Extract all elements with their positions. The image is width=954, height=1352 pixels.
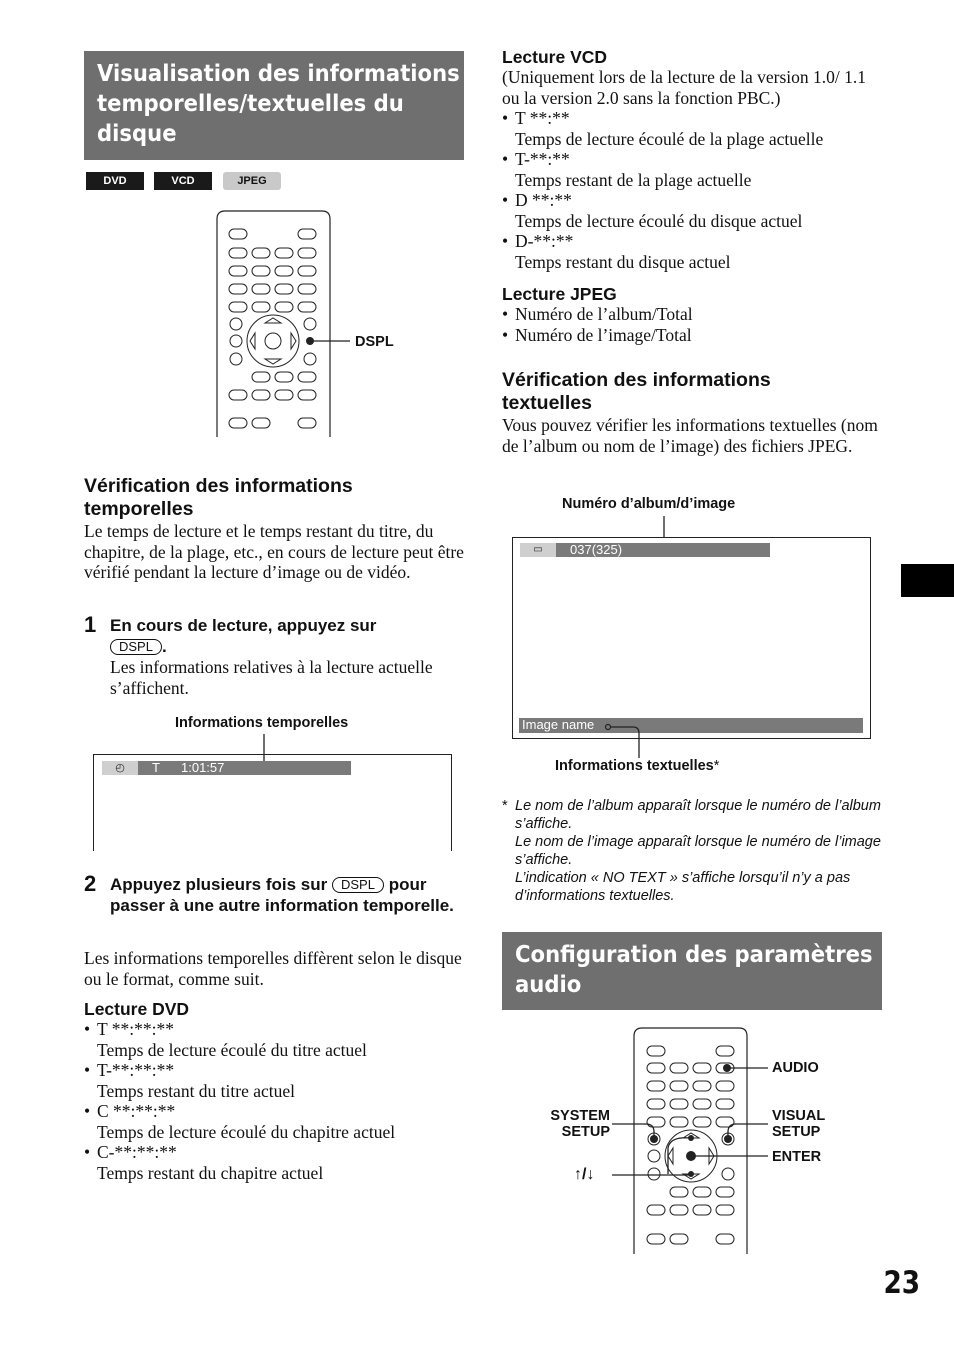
- label-line: SYSTEM: [550, 1108, 610, 1124]
- list-item-desc: Temps de lecture écoulé du disque actuel: [515, 210, 803, 231]
- list-item-code: • D-**:**: [502, 231, 884, 252]
- screen-label-text: Informations textuelles: [555, 758, 714, 774]
- footnote-line: L’indication « NO TEXT » s’affiche lorsqu’il n’y a pas d’informations textuelles.: [515, 870, 851, 904]
- clock-icon: ◴: [102, 761, 138, 775]
- time-value: 1:01:57: [181, 760, 225, 775]
- list-item: • Numéro de l’album/Total: [502, 304, 884, 325]
- section-body-temporal: Le temps de lecture et le temps restant du titre, du chapitre, de la plage, etc., en cours de lecture peut être vérifié pendant la lecture d’image ou de vidéo.: [84, 521, 464, 582]
- list-item-desc: Temps restant de la plage actuelle: [515, 169, 752, 190]
- badge-vcd: VCD: [154, 172, 212, 190]
- list-item-desc: Temps restant du titre actuel: [97, 1080, 296, 1101]
- section-title-line: Vérification des informations: [502, 369, 771, 391]
- list-item-desc: Temps restant du disque actuel: [515, 251, 731, 272]
- time-info-bar: [102, 761, 351, 775]
- list-item-code: • T-**:**: [502, 149, 884, 170]
- screen-label-number: Numéro d’album/d’image: [562, 496, 736, 512]
- page-number: 23: [883, 1265, 920, 1301]
- footnote-asterisk: *: [502, 798, 508, 814]
- banner-line: Visualisation des informations: [97, 61, 460, 87]
- section-body-textual: Vous pouvez vérifier les informations textuelles (nom de l’album ou nom de l’image) des fichiers JPEG.: [502, 415, 878, 456]
- screen-label-textual: [555, 758, 719, 774]
- footnote: [502, 797, 886, 905]
- section-banner: [84, 51, 464, 160]
- dvd-heading: Lecture DVD: [84, 999, 190, 1019]
- name-info-bar: [519, 718, 863, 733]
- section-title-textual: [502, 369, 882, 415]
- step-1-period: .: [161, 636, 167, 656]
- section-title-line: textuelles: [502, 392, 592, 414]
- up-down-arrows-label: ↑/↓: [574, 1166, 595, 1183]
- remote-control-audio-illustration: [600, 1022, 780, 1257]
- vcd-heading: Lecture VCD: [502, 47, 608, 67]
- section-title-line: temporelles: [84, 498, 194, 520]
- audio-label: AUDIO: [772, 1060, 819, 1076]
- list-item-code: • T **:**: [502, 108, 884, 129]
- remote-control-illustration: [210, 205, 390, 440]
- dspl-key: DSPL: [110, 639, 162, 655]
- list-item-code: • C-**:**:**: [84, 1142, 466, 1163]
- asterisk: *: [713, 758, 720, 774]
- list-item-code: • T **:**:**: [84, 1019, 466, 1040]
- screen-label-temporal: Informations temporelles: [175, 715, 349, 731]
- list-item-desc: Temps de lecture écoulé du titre actuel: [97, 1039, 367, 1060]
- enter-label: ENTER: [772, 1149, 822, 1165]
- label-line: VISUAL: [772, 1108, 826, 1124]
- dspl-key: DSPL: [332, 877, 384, 893]
- badge-dvd: DVD: [86, 172, 144, 190]
- jpeg-list: [502, 304, 884, 345]
- jpeg-heading: Lecture JPEG: [502, 284, 617, 304]
- step-1-text: En cours de lecture, appuyez sur: [110, 616, 377, 635]
- image-icon: ▭: [520, 543, 556, 557]
- step-2-text-a: Appuyez plusieurs fois sur: [110, 875, 328, 894]
- dvd-list: [84, 1019, 466, 1183]
- chapter-tab: [901, 564, 954, 597]
- step-1-instruction: [110, 616, 470, 657]
- system-setup-label: [530, 1108, 610, 1140]
- label-line: SETUP: [561, 1124, 610, 1140]
- list-item-desc: Temps de lecture écoulé du chapitre actuel: [97, 1121, 396, 1142]
- image-name: Image name: [522, 717, 595, 732]
- list-item-code: • T-**:**:**: [84, 1060, 466, 1081]
- section-title-line: Vérification des informations: [84, 475, 353, 497]
- step-1-body: Les informations relatives à la lecture actuelle s’affichent.: [110, 657, 433, 698]
- visual-setup-label: [772, 1108, 825, 1140]
- section-banner-audio: [502, 932, 882, 1010]
- number-info-bar: [520, 543, 770, 557]
- list-item-code: • C **:**:**: [84, 1101, 466, 1122]
- step-2-instruction: [110, 875, 455, 916]
- album-image-number: 037(325): [570, 542, 623, 557]
- vcd-note: (Uniquement lors de la lecture de la version 1.0/ 1.1 ou la version 2.0 sans la fonction PBC.): [502, 67, 866, 108]
- label-line: SETUP: [772, 1124, 821, 1140]
- step-number: 2: [84, 871, 97, 896]
- step-2-text-b: pour passer à une autre information temporelle.: [110, 875, 454, 915]
- list-item: • Numéro de l’image/Total: [502, 325, 884, 346]
- banner-line: disque: [97, 121, 177, 147]
- banner-line: audio: [515, 972, 582, 998]
- banner-line: temporelles/textuelles du: [97, 91, 404, 117]
- badge-jpeg: JPEG: [223, 172, 281, 190]
- step-number: 1: [84, 612, 97, 637]
- dspl-callout-label: DSPL: [355, 334, 394, 350]
- banner-line: Configuration des paramètres: [515, 942, 873, 968]
- footnote-line: Le nom de l’album apparaît lorsque le numéro de l’album s’affiche.: [515, 798, 881, 832]
- vcd-list: [502, 108, 884, 272]
- list-item-desc: Temps de lecture écoulé de la plage actuelle: [515, 128, 824, 149]
- list-item-code: • D **:**: [502, 190, 884, 211]
- section-title-temporal: [84, 475, 464, 521]
- display-screen-textual: [512, 537, 871, 739]
- time-mode: T: [152, 760, 160, 775]
- list-item-desc: Temps restant du chapitre actuel: [97, 1162, 324, 1183]
- footnote-line: Le nom de l’image apparaît lorsque le numéro de l’image s’affiche.: [515, 834, 881, 868]
- screen-callout-line: [600, 718, 650, 760]
- step-2-body: Les informations temporelles diffèrent selon le disque ou le format, comme suit.: [84, 948, 462, 989]
